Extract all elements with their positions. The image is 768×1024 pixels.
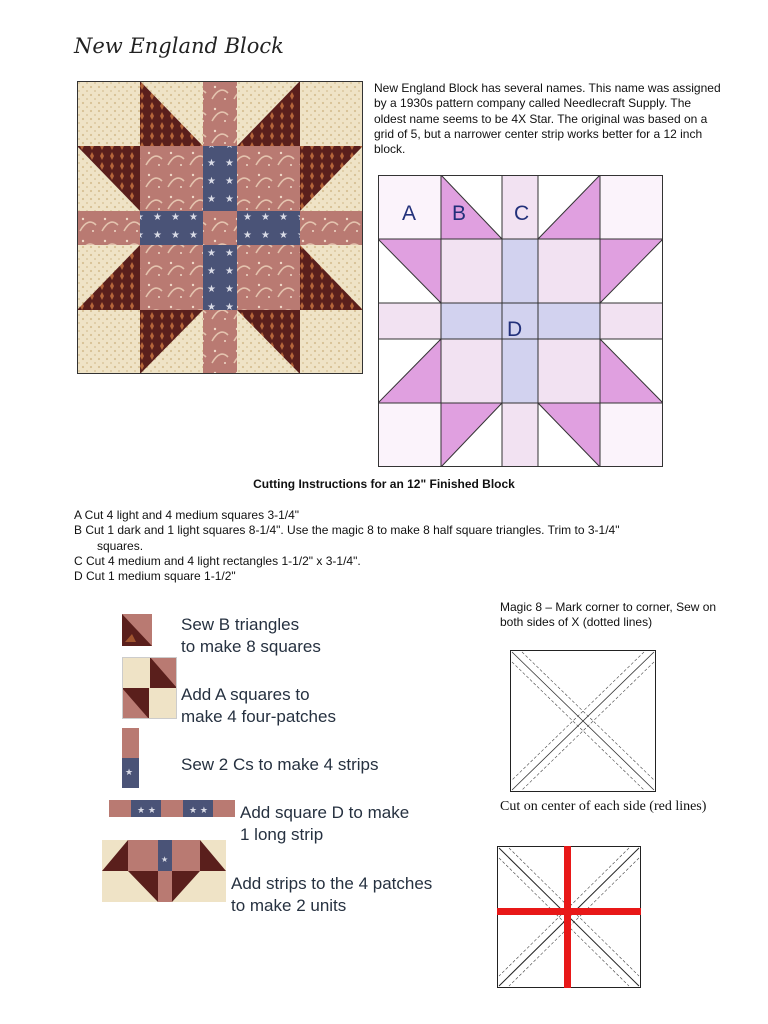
cutting-item-b-continued: squares. xyxy=(97,538,144,553)
cutting-item-a: A Cut 4 light and 4 medium squares 3-1/4" xyxy=(74,508,300,522)
cutting-item-b: B Cut 1 dark and 1 light squares 8-1/4". Use the magic 8 to make 8 half square triangles. Trim to 3-1/4" xyxy=(74,523,620,538)
c-strip-icon xyxy=(122,728,139,788)
step-5-line-2: to make 2 units xyxy=(231,896,347,915)
diagram-label-a: A xyxy=(402,202,417,225)
diagram-label-c: C xyxy=(514,202,530,225)
step-5-line-1: Add strips to the 4 patches xyxy=(231,874,433,893)
svg-text:★: ★ xyxy=(161,855,169,864)
svg-text:★: ★ xyxy=(125,768,134,778)
step-4-line-2: 1 long strip xyxy=(240,825,324,844)
block-diagram-icon xyxy=(378,175,663,467)
step-1-text xyxy=(181,614,321,658)
intro-paragraph: New England Block has several names. This name was assigned by a 1930s pattern company called Needlecraft Supply. The oldest name seems to be 4X Star. The original was based on a grid of 5, but a narrower center strip works better for a 12 inch block. xyxy=(374,81,721,157)
page-title: New England Block xyxy=(74,34,284,58)
step-2-line-2: make 4 four-patches xyxy=(181,707,336,726)
cut-square-icon xyxy=(497,846,641,988)
cutting-instructions-heading: Cutting Instructions for an 12" Finished Block xyxy=(253,477,515,491)
step-3-text: Sew 2 Cs to make 4 strips xyxy=(181,755,379,774)
long-strip-icon xyxy=(109,800,235,817)
fabric-block-photo-icon xyxy=(77,81,363,374)
four-patch-icon xyxy=(122,657,177,719)
cut-center-text: Cut on center of each side (red lines) xyxy=(500,799,707,814)
unit-icon xyxy=(102,840,226,902)
step-2-line-1: Add A squares to xyxy=(181,685,310,704)
hst-square-icon xyxy=(122,614,152,646)
magic-8-square-icon xyxy=(510,650,656,792)
svg-text:★ ★: ★ ★ xyxy=(189,806,208,816)
cutting-item-c: C Cut 4 medium and 4 light rectangles 1-1/2" x 3-1/4". xyxy=(74,553,361,568)
step-1-line-1: Sew B triangles xyxy=(181,615,300,634)
step-4-line-1: Add square D to make xyxy=(240,803,410,822)
step-5-text xyxy=(231,873,432,917)
step-1-line-2: to make 8 squares xyxy=(181,637,321,656)
diagram-label-d: D xyxy=(507,318,523,341)
step-2-text xyxy=(181,684,336,728)
diagram-label-b: B xyxy=(452,202,467,225)
step-4-text xyxy=(240,802,409,846)
magic-8-text: Magic 8 – Mark corner to corner, Sew on both sides of X (dotted lines) xyxy=(500,600,717,630)
cut-line-vertical xyxy=(564,846,571,988)
cut-line-horizontal xyxy=(497,908,641,915)
cutting-instructions-list xyxy=(74,508,734,584)
cutting-item-d: D Cut 1 medium square 1-1/2" xyxy=(74,569,236,584)
svg-text:★ ★: ★ ★ xyxy=(137,806,156,816)
